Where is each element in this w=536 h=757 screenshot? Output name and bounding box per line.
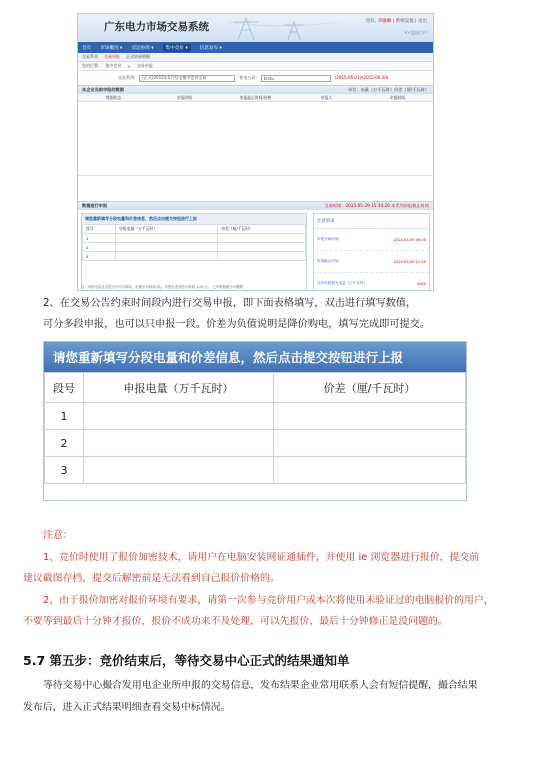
table-row: 1: [45, 403, 466, 430]
user-links[interactable]: 您好, 李敏琳 | 系统设置 | 退出: [365, 19, 427, 24]
table-row: 3: [45, 457, 466, 484]
step2-line2: 可分多段申报，也可以只申报一段。价差为负值说明是降价购电，填写完成即可提交。: [43, 319, 431, 330]
panel1-title-bar: 本企业当前申报的数据 单位：电量（万千瓦时）价差（厘/千瓦时）: [78, 85, 433, 94]
screenshot-footnote: 注：申报电量首次提交后可以修改，但最多可修改3次。申报价差须符合规则 1.00 元。 已申报数据不可删除: [81, 285, 244, 289]
section-body-line1: 等待交易中心撮合发用电企业所申报的交易信息，发布结果企业常用联系人会有短信提醒，撮合结果: [43, 680, 478, 691]
col-energy: 申报电量（万千瓦时）: [84, 373, 274, 403]
nav-bilateral[interactable]: 双边协商 ▾: [131, 45, 154, 51]
filter-bar: 交易系列: [正式]2015年5月发电集中竞价交易 售电公司: testu (2015-06-01到2015-06-30): [118, 75, 389, 81]
step2-line1: 2、在交易公告约束时间段内进行交易申报，即下面表格填写，双击进行填写数值，: [43, 298, 417, 309]
embedded-screenshot: [77, 13, 434, 291]
company-select[interactable]: testu: [261, 75, 331, 82]
section-heading: 5.7 第五步：竞价结束后，等待交易中心正式的结果通知单: [23, 653, 350, 668]
note2-line1: 2、由于报价加密对报价环境有要求，请第一次参与竞价用户或本次将使用未验证过的电脑报价的用户，: [43, 595, 494, 606]
declare-table-title: 请您重新填写分段电量和价差信息，然后点击提交按钮进行上报: [44, 342, 466, 372]
col-price-diff: 价差（厘/千瓦时）: [274, 373, 466, 403]
panel1-empty-area: [78, 102, 433, 176]
nav-home[interactable]: 首页: [82, 45, 92, 51]
panel1-columns: 数据状态 申报时间 申报起止时间/价格 申报人 申报时间: [78, 94, 433, 102]
nav-market-overview[interactable]: 市场概况 ▾: [100, 45, 123, 51]
main-nav: [78, 42, 433, 53]
panel2-title-bar: 数据进行申报 当前时间：2015-05-29 15:34:20 本系列申报截止时间: [78, 201, 433, 210]
section-body-line2: 发布后，进入正式结果明细查看交易中标情况。: [23, 702, 231, 713]
energy-cell[interactable]: [84, 457, 274, 484]
breadcrumb: 您的位置: 集中竞价 > 交易申报: [78, 62, 433, 71]
table-row: 2: [45, 430, 466, 457]
price-diff-cell[interactable]: [274, 430, 466, 457]
price-diff-cell[interactable]: [274, 403, 466, 430]
note1-line1: 1、竞价时使用了报价加密技术，请用户在电脑安装网证通插件，并使用 ie 浏览器进行报价，提交前: [43, 552, 480, 563]
notice-box: 注意事项 申报开始时间： 2015-05-09 09:00 申报截止时间： 2015-05-09 11:00 允许申报最大电量（万千瓦时）： 5560: [313, 213, 430, 291]
app-header: [78, 14, 433, 42]
notes-label: 注意：: [43, 530, 73, 541]
price-diff-cell[interactable]: [274, 457, 466, 484]
energy-cell[interactable]: [84, 403, 274, 430]
note1-line2: 建议截图存档，提交后解密前是无法看到自己报价价格的。: [23, 573, 280, 584]
declare-table: [43, 341, 467, 501]
subnav-declare[interactable]: 交易申报: [104, 54, 120, 59]
note2-line2: 不要等到最后十分钟才报价，报价不成功来不及处理，可以先报价，最后十分钟修正是没问题的。: [23, 616, 448, 627]
energy-cell[interactable]: [84, 430, 274, 457]
subnav-results[interactable]: 正式结果明细: [126, 54, 150, 59]
power-tower-graphic: [228, 16, 338, 40]
nav-info[interactable]: 信息发布 ▾: [199, 45, 222, 51]
sub-nav: [78, 53, 433, 62]
series-select[interactable]: [正式]2015年5月发电集中竞价交易: [139, 75, 235, 82]
panel2: [78, 201, 433, 291]
nav-bidding[interactable]: 集中竞价 ▾: [163, 44, 191, 52]
subnav-series[interactable]: 交易系列: [82, 54, 98, 59]
col-segment: 段号: [45, 373, 84, 403]
return-portal-link[interactable]: <<返回门户: [404, 30, 427, 35]
app-title: 广东电力市场交易系统: [104, 21, 209, 33]
declare-form-small: 请您重新填写分段电量和价差信息，然后点击提交按钮进行上报 段号 申报电量（万千瓦时） 价差（厘/千瓦时） 1 2 3: [81, 213, 307, 291]
